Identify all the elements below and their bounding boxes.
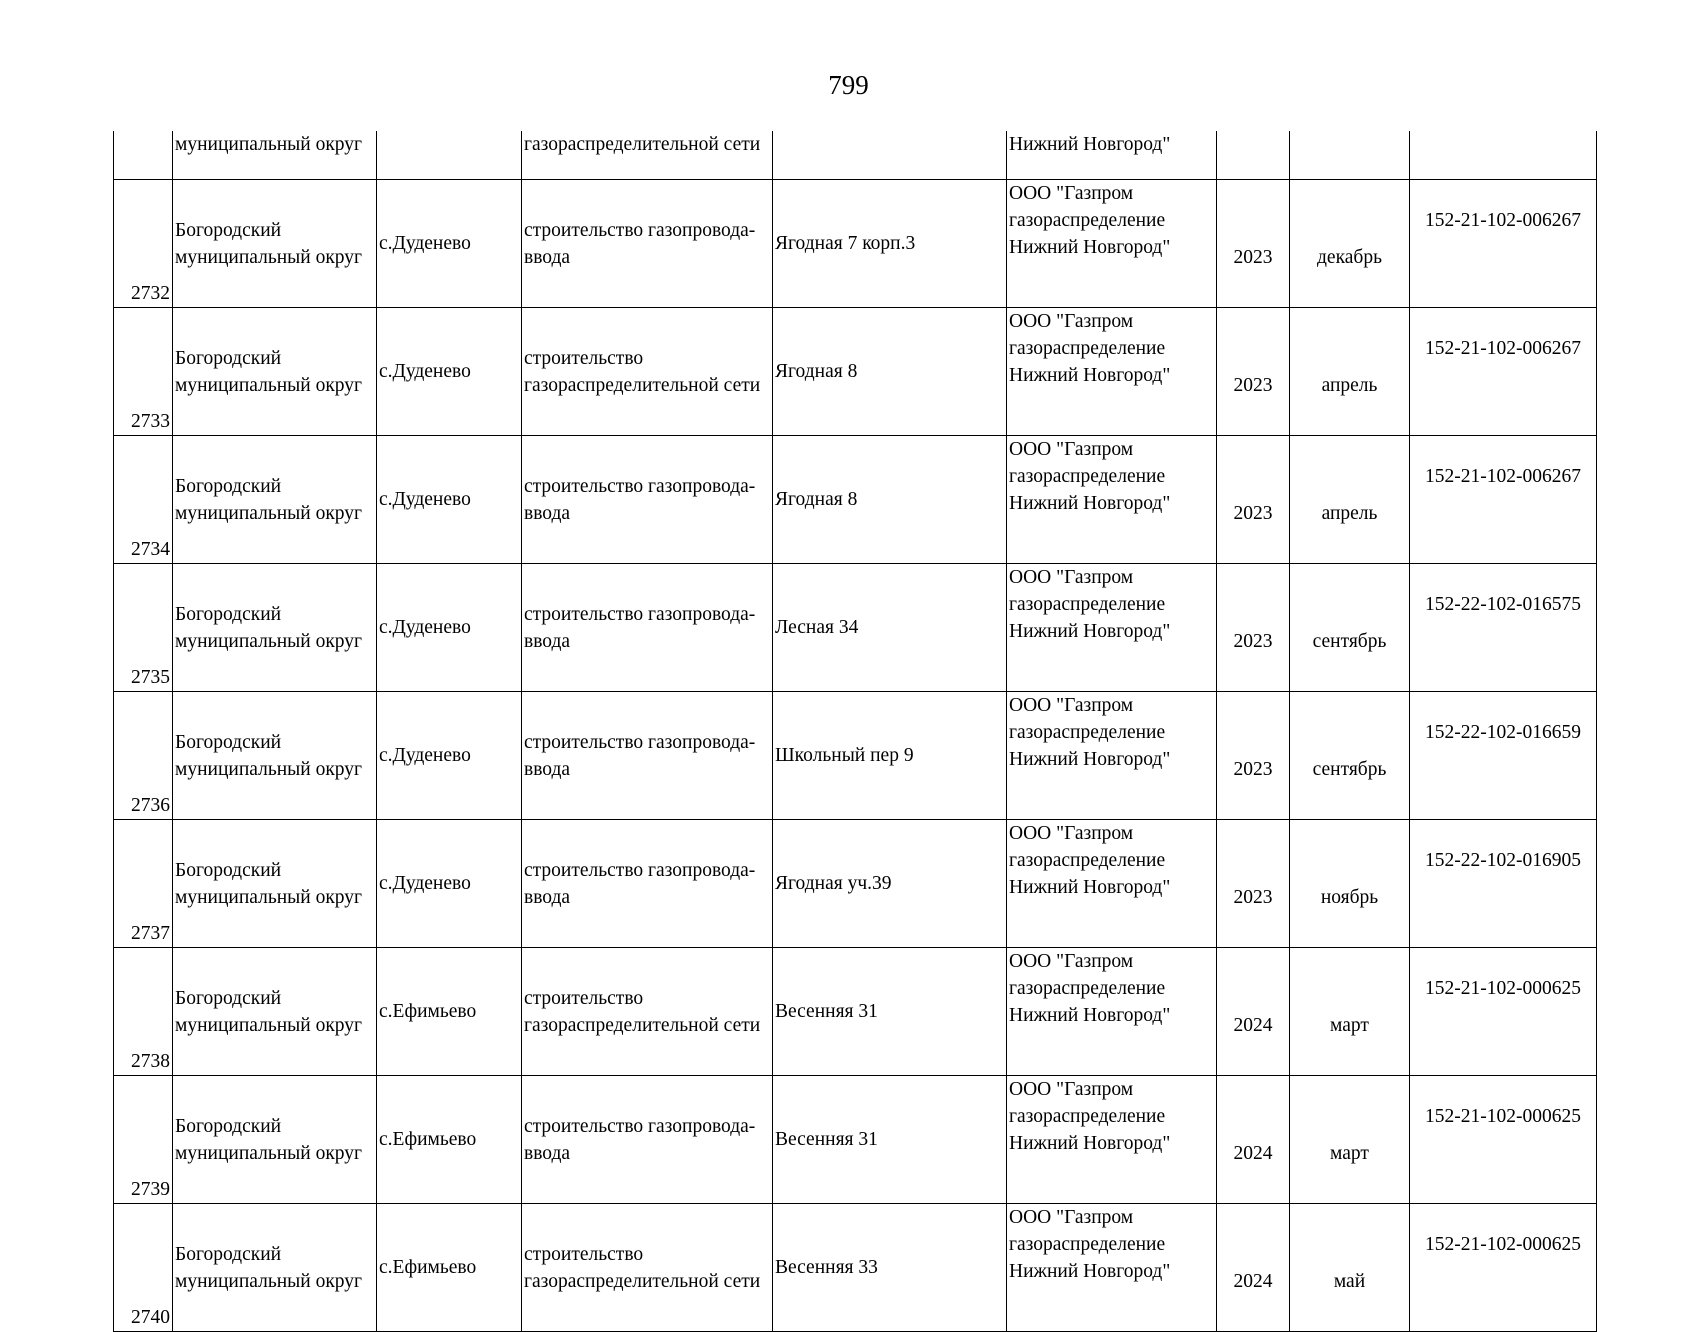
cell-num xyxy=(114,1076,173,1204)
org-line-1: ООО "Газпром xyxy=(1009,1207,1134,1228)
cell-num xyxy=(114,948,173,1076)
cell-address xyxy=(773,948,1007,1076)
org-line-3: Нижний Новгород" xyxy=(1009,493,1171,514)
cell-work xyxy=(522,436,773,564)
month: сентябрь xyxy=(1312,758,1387,780)
work-line-1: строительство газопровода- xyxy=(524,603,756,625)
cell-month xyxy=(1290,564,1410,692)
year: 2023 xyxy=(1233,374,1273,396)
table-row xyxy=(114,948,1597,1076)
work-line-1: строительство газопровода- xyxy=(524,731,756,753)
cell-village xyxy=(377,436,522,564)
cell-district xyxy=(173,180,377,308)
table-row xyxy=(114,1204,1597,1332)
address: Весенняя 31 xyxy=(775,1001,878,1022)
cell-month xyxy=(1290,948,1410,1076)
cell-district xyxy=(173,1204,377,1332)
district-line-1: Богородский xyxy=(175,859,282,881)
cell-address xyxy=(773,564,1007,692)
org-line-3: Нижний Новгород" xyxy=(1009,621,1171,642)
cell-work xyxy=(522,564,773,692)
district-line-1: Богородский xyxy=(175,1115,282,1137)
code: 152-21-102-000625 xyxy=(1425,1234,1581,1255)
year: 2023 xyxy=(1233,502,1273,524)
cell-code xyxy=(1410,948,1597,1076)
cell-num xyxy=(114,1204,173,1332)
district-line-2: муниципальный округ xyxy=(175,502,363,524)
org-line-1: ООО "Газпром xyxy=(1009,1079,1134,1100)
cell-address xyxy=(773,180,1007,308)
work-line-2: ввода xyxy=(524,630,571,652)
district-line-2: муниципальный округ xyxy=(175,758,363,780)
work-line-1: строительство газопровода- xyxy=(524,859,756,881)
district-line-2: муниципальный округ xyxy=(175,886,363,908)
cell-address xyxy=(773,692,1007,820)
org-line-2: газораспределение xyxy=(1009,594,1166,615)
cell-org xyxy=(1007,820,1217,948)
village: с.Ефимьево xyxy=(379,1129,477,1150)
org-line-1: ООО "Газпром xyxy=(1009,439,1134,460)
address: Ягодная 8 xyxy=(775,489,858,510)
year: 2023 xyxy=(1233,630,1273,652)
work-line-1: строительство газопровода- xyxy=(524,219,756,241)
cell-year xyxy=(1217,948,1290,1076)
cell-address xyxy=(773,820,1007,948)
district-line-1: Богородский xyxy=(175,603,282,625)
cell-village xyxy=(377,1204,522,1332)
cell-month xyxy=(1290,436,1410,564)
org-line-3: Нижний Новгород" xyxy=(1009,1133,1171,1154)
cell-year xyxy=(1217,131,1290,180)
address: Ягодная уч.39 xyxy=(775,873,892,894)
table-body xyxy=(114,131,1597,1332)
cell-org xyxy=(1007,1204,1217,1332)
district-line-1: Богородский xyxy=(175,475,282,497)
cell-village xyxy=(377,180,522,308)
org-line-2: газораспределение xyxy=(1009,338,1166,359)
org-line-3: Нижний Новгород" xyxy=(1009,877,1171,898)
address: Лесная 34 xyxy=(775,617,859,638)
cell-code xyxy=(1410,564,1597,692)
cell-code xyxy=(1410,1076,1597,1204)
table-row xyxy=(114,308,1597,436)
work-line-2: ввода xyxy=(524,502,571,524)
cell-work xyxy=(522,1204,773,1332)
cell-year xyxy=(1217,436,1290,564)
district-line-2: муниципальный округ xyxy=(175,1142,363,1164)
month: май xyxy=(1333,1270,1366,1292)
table-row xyxy=(114,180,1597,308)
row-number: 2734 xyxy=(131,539,170,560)
org-line-1: ООО "Газпром xyxy=(1009,183,1134,204)
row-number: 2735 xyxy=(131,667,170,688)
cell-district xyxy=(173,948,377,1076)
org-line-2: газораспределение xyxy=(1009,722,1166,743)
district-line-1: Богородский xyxy=(175,1243,282,1265)
work-line-2: ввода xyxy=(524,246,571,268)
code: 152-21-102-006267 xyxy=(1425,210,1581,231)
cell-address xyxy=(773,308,1007,436)
cell-month xyxy=(1290,692,1410,820)
table-row xyxy=(114,564,1597,692)
cell-district xyxy=(173,308,377,436)
work-line-1: строительство xyxy=(524,1243,644,1265)
code: 152-22-102-016905 xyxy=(1425,850,1581,871)
cell-district xyxy=(173,1076,377,1204)
address: Ягодная 7 корп.3 xyxy=(775,233,916,254)
cell-work xyxy=(522,692,773,820)
village: с.Дуденево xyxy=(379,617,471,638)
cell-work xyxy=(522,948,773,1076)
page-number: 799 xyxy=(828,70,869,100)
cell-num xyxy=(114,308,173,436)
district-line-2: муниципальный округ xyxy=(175,246,363,268)
row-number: 2740 xyxy=(131,1307,170,1328)
cell-code xyxy=(1410,436,1597,564)
cell-num xyxy=(114,564,173,692)
year: 2023 xyxy=(1233,246,1273,268)
cell-village xyxy=(377,1076,522,1204)
cell-district xyxy=(173,564,377,692)
month: ноябрь xyxy=(1320,886,1379,908)
org-line-1: ООО "Газпром xyxy=(1009,695,1134,716)
cell-code xyxy=(1410,180,1597,308)
year: 2024 xyxy=(1233,1270,1273,1292)
continued-row xyxy=(114,131,1597,180)
table-row xyxy=(114,436,1597,564)
org-line-2: газораспределение xyxy=(1009,1234,1166,1255)
cell-num xyxy=(114,692,173,820)
cell-month xyxy=(1290,131,1410,180)
cell-num xyxy=(114,820,173,948)
cell-village xyxy=(377,948,522,1076)
cell-code xyxy=(1410,131,1597,180)
org-line-1: ООО "Газпром xyxy=(1009,567,1134,588)
year: 2024 xyxy=(1233,1014,1273,1036)
cell-address xyxy=(773,131,1007,180)
cell-village xyxy=(377,308,522,436)
code: 152-21-102-000625 xyxy=(1425,1106,1581,1127)
village: с.Дуденево xyxy=(379,489,471,510)
cell-work: газораспределительной сети xyxy=(522,131,773,180)
cell-code xyxy=(1410,1204,1597,1332)
district-line-1: Богородский xyxy=(175,731,282,753)
cell-year xyxy=(1217,1204,1290,1332)
cell-org: Нижний Новгород" xyxy=(1007,131,1217,180)
month: сентябрь xyxy=(1312,630,1387,652)
village: с.Ефимьево xyxy=(379,1001,477,1022)
address: Весенняя 33 xyxy=(775,1257,878,1278)
cell-org xyxy=(1007,180,1217,308)
village: с.Дуденево xyxy=(379,745,471,766)
month: апрель xyxy=(1321,502,1378,524)
work-line-2: ввода xyxy=(524,886,571,908)
cell-year xyxy=(1217,180,1290,308)
cell-month xyxy=(1290,1204,1410,1332)
cell-address xyxy=(773,1076,1007,1204)
cell-address xyxy=(773,1204,1007,1332)
cell-org xyxy=(1007,436,1217,564)
cell-code xyxy=(1410,820,1597,948)
cell-village xyxy=(377,131,522,180)
cell-month xyxy=(1290,1076,1410,1204)
code: 152-21-102-000625 xyxy=(1425,978,1581,999)
work-line-1: строительство xyxy=(524,347,644,369)
code: 152-22-102-016659 xyxy=(1425,722,1581,743)
cell-num xyxy=(114,436,173,564)
month: март xyxy=(1330,1014,1369,1036)
work-line-2: газораспределительной сети xyxy=(524,1014,761,1036)
cell-year xyxy=(1217,564,1290,692)
cell-org xyxy=(1007,1076,1217,1204)
cell-village xyxy=(377,692,522,820)
cell-work xyxy=(522,820,773,948)
district-line-1: Богородский xyxy=(175,347,282,369)
cell-num xyxy=(114,131,173,180)
district-line-2: муниципальный округ xyxy=(175,1014,363,1036)
cell-work xyxy=(522,308,773,436)
org-line-3: Нижний Новгород" xyxy=(1009,1005,1171,1026)
cell-code xyxy=(1410,692,1597,820)
month: апрель xyxy=(1321,374,1378,396)
year: 2024 xyxy=(1233,1142,1273,1164)
cell-org xyxy=(1007,692,1217,820)
row-number: 2736 xyxy=(131,795,170,816)
cell-year xyxy=(1217,1076,1290,1204)
org-line-3: Нижний Новгород" xyxy=(1009,749,1171,770)
cell-year xyxy=(1217,308,1290,436)
work-line-2: ввода xyxy=(524,1142,571,1164)
work-line-1: строительство газопровода- xyxy=(524,475,756,497)
cell-address xyxy=(773,436,1007,564)
address: Школьный пер 9 xyxy=(775,745,914,766)
work-line-2: газораспределительной сети xyxy=(524,374,761,396)
cell-district xyxy=(173,820,377,948)
cell-org xyxy=(1007,308,1217,436)
gasification-table xyxy=(113,131,1597,1332)
cell-district xyxy=(173,692,377,820)
year: 2023 xyxy=(1233,886,1273,908)
district-line-2: муниципальный округ xyxy=(175,1270,363,1292)
address: Ягодная 8 xyxy=(775,361,858,382)
org-line-2: газораспределение xyxy=(1009,978,1166,999)
work-line-1: строительство газопровода- xyxy=(524,1115,756,1137)
district-line-1: Богородский xyxy=(175,987,282,1009)
cell-district xyxy=(173,436,377,564)
row-number: 2732 xyxy=(131,283,170,304)
work-line-2: ввода xyxy=(524,758,571,780)
org-line-1: ООО "Газпром xyxy=(1009,311,1134,332)
work-line-1: строительство xyxy=(524,987,644,1009)
year: 2023 xyxy=(1233,758,1273,780)
row-number: 2739 xyxy=(131,1179,170,1200)
district-line-2: муниципальный округ xyxy=(175,374,363,396)
org-line-2: газораспределение xyxy=(1009,210,1166,231)
district-line-1: Богородский xyxy=(175,219,282,241)
code: 152-21-102-006267 xyxy=(1425,338,1581,359)
cell-work xyxy=(522,180,773,308)
month: декабрь xyxy=(1317,246,1382,268)
cell-year xyxy=(1217,820,1290,948)
table-row xyxy=(114,820,1597,948)
code: 152-22-102-016575 xyxy=(1425,594,1581,615)
org-line-2: газораспределение xyxy=(1009,466,1166,487)
row-number: 2733 xyxy=(131,411,170,432)
org-line-2: газораспределение xyxy=(1009,1106,1166,1127)
cell-num xyxy=(114,180,173,308)
org-line-2: газораспределение xyxy=(1009,850,1166,871)
cell-village xyxy=(377,564,522,692)
table-row xyxy=(114,1076,1597,1204)
row-number: 2737 xyxy=(131,923,170,944)
district-line-2: муниципальный округ xyxy=(175,630,363,652)
org-line-1: ООО "Газпром xyxy=(1009,823,1134,844)
month: март xyxy=(1330,1142,1369,1164)
cell-village xyxy=(377,820,522,948)
row-number: 2738 xyxy=(131,1051,170,1072)
cell-org xyxy=(1007,948,1217,1076)
village: с.Дуденево xyxy=(379,873,471,894)
cell-year xyxy=(1217,692,1290,820)
address: Весенняя 31 xyxy=(775,1129,878,1150)
village: с.Дуденево xyxy=(379,233,471,254)
org-line-3: Нижний Новгород" xyxy=(1009,237,1171,258)
cell-month xyxy=(1290,308,1410,436)
table-row xyxy=(114,692,1597,820)
org-line-3: Нижний Новгород" xyxy=(1009,1261,1171,1282)
cell-work xyxy=(522,1076,773,1204)
work-line-2: газораспределительной сети xyxy=(524,1270,761,1292)
village: с.Дуденево xyxy=(379,361,471,382)
org-line-3: Нижний Новгород" xyxy=(1009,365,1171,386)
cell-org xyxy=(1007,564,1217,692)
cell-month xyxy=(1290,180,1410,308)
org-line-1: ООО "Газпром xyxy=(1009,951,1134,972)
code: 152-21-102-006267 xyxy=(1425,466,1581,487)
cell-month xyxy=(1290,820,1410,948)
village: с.Ефимьево xyxy=(379,1257,477,1278)
cell-code xyxy=(1410,308,1597,436)
cell-district: муниципальный округ xyxy=(173,131,377,180)
